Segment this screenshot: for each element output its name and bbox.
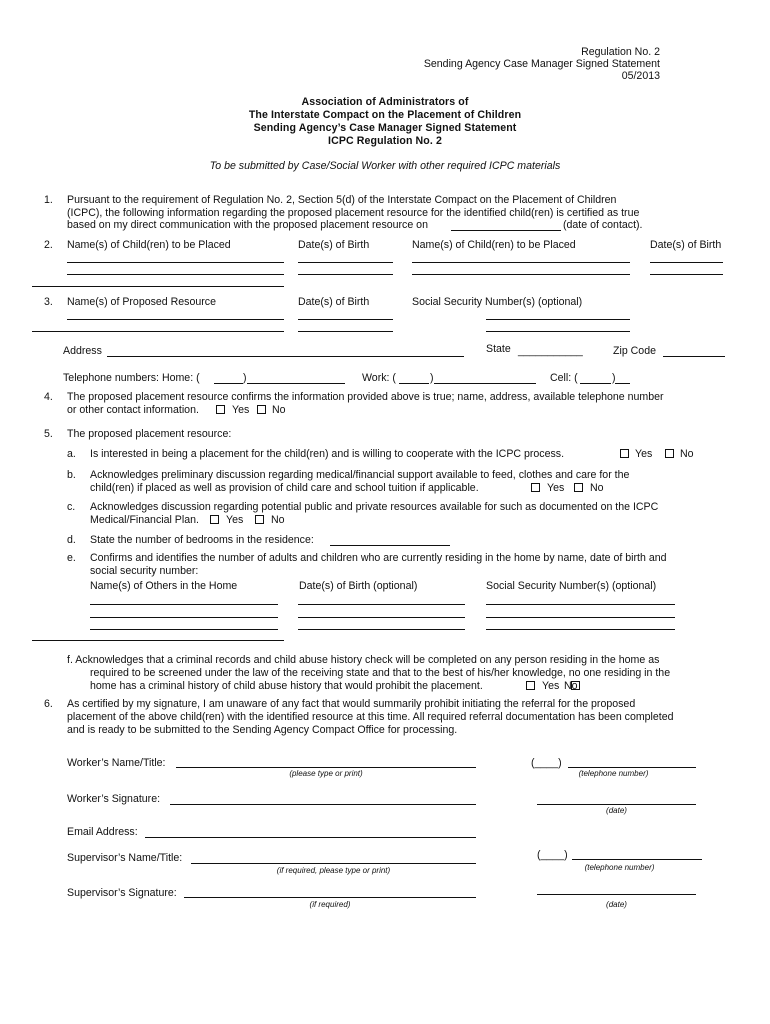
item-6-line-2: placement of the above child(ren) with the identified resource at this time. All required referral documentation has been completed [67, 711, 674, 723]
work-phone-paren: ) [430, 372, 434, 384]
bedrooms-field[interactable] [330, 545, 450, 546]
supervisor-name-caption: (if required, please type or print) [276, 866, 391, 875]
date-of-contact-field[interactable] [451, 230, 561, 231]
item-6-line-3: and is ready to be submitted to the Sending Agency Compact Office for processing. [67, 724, 458, 736]
item-1-number: 1. [44, 194, 53, 206]
item-5b-no-label: No [590, 482, 604, 494]
resource-ssn-field[interactable] [486, 331, 630, 332]
supervisor-signature-caption: (if required) [309, 900, 351, 909]
resource-name-field[interactable] [32, 331, 284, 332]
home-phone-label: Telephone numbers: Home: ( [63, 372, 200, 384]
item-3-col-resource-names: Name(s) of Proposed Resource [67, 296, 216, 308]
supervisor-signature-label: Supervisor’s Signature: [67, 887, 177, 899]
address-field[interactable] [107, 356, 464, 357]
email-label: Email Address: [67, 826, 138, 838]
item-1-line-3-end: (date of contact). [563, 219, 643, 231]
supervisor-name-field[interactable] [191, 863, 476, 864]
child-name-field[interactable] [67, 262, 284, 263]
supervisor-phone-field[interactable] [572, 859, 702, 860]
item-5f-line-1: f. Acknowledges that a criminal records and child abuse history check will be completed on any person residing in the home as [67, 654, 660, 666]
child-dob-field[interactable] [298, 274, 393, 275]
item-1-line-2: (ICPC), the following information regarding the proposed placement resource for the identified child(ren) is certified as true [67, 207, 640, 219]
other-ssn-field[interactable] [486, 629, 675, 630]
item-5f-no-label: No [564, 680, 578, 692]
cell-phone-paren: ) [612, 372, 616, 384]
worker-phone-caption: (telephone number) [578, 769, 649, 778]
other-dob-field[interactable] [298, 629, 465, 630]
child-name-field[interactable] [67, 274, 284, 275]
revision-date: 05/2013 [621, 70, 660, 82]
item-1-line-1: Pursuant to the requirement of Regulation No. 2, Section 5(d) of the Interstate Compact on the Placement of Children [67, 194, 617, 206]
child-name-field[interactable] [32, 286, 284, 287]
item-3-col-dob: Date(s) of Birth [298, 296, 370, 308]
item-5c-yes-label: Yes [226, 514, 244, 526]
item-6-line-1: As certified by my signature, I am unaware of any fact that would summarily prohibit initiating the referral for the proposed [67, 698, 636, 710]
child-dob-field[interactable] [650, 262, 723, 263]
email-field[interactable] [145, 837, 476, 838]
item-5e-col-ssn: Social Security Number(s) (optional) [486, 580, 657, 592]
item-3-col-ssn: Social Security Number(s) (optional) [412, 296, 583, 308]
title-line-1: Association of Administrators of [301, 96, 469, 108]
work-phone-area-field[interactable] [399, 383, 429, 384]
child-name-field[interactable] [412, 274, 630, 275]
title-line-3: Sending Agency’s Case Manager Signed Statement [253, 122, 517, 134]
zip-label: Zip Code [613, 345, 656, 357]
other-ssn-field[interactable] [486, 604, 675, 605]
item-5e-letter: e. [67, 552, 76, 564]
item-1-line-3-start: based on my direct communication with the proposed placement resource on [67, 219, 428, 231]
other-name-field[interactable] [32, 640, 284, 641]
item-5f-yes-label: Yes [542, 680, 560, 692]
item-5-intro: The proposed placement resource: [67, 428, 232, 440]
item-5f-yes-checkbox[interactable] [526, 681, 535, 690]
item-4-no-label: No [272, 404, 286, 416]
item-5a-no-checkbox[interactable] [665, 449, 674, 458]
item-4-number: 4. [44, 391, 53, 403]
other-ssn-field[interactable] [486, 617, 675, 618]
other-dob-field[interactable] [298, 617, 465, 618]
item-5a-yes-checkbox[interactable] [620, 449, 629, 458]
worker-signature-field[interactable] [170, 804, 476, 805]
worker-signature-label: Worker’s Signature: [67, 793, 161, 805]
cell-phone-area-field[interactable] [580, 383, 611, 384]
item-5b-letter: b. [67, 469, 76, 481]
zip-field[interactable] [663, 356, 725, 357]
item-5a-letter: a. [67, 448, 76, 460]
item-2-col-child-names-2: Name(s) of Child(ren) to be Placed [412, 239, 576, 251]
item-5a-text: Is interested in being a placement for the child(ren) and is willing to cooperate with the ICPC process. [90, 448, 565, 460]
item-5c-no-checkbox[interactable] [255, 515, 264, 524]
item-5d-letter: d. [67, 534, 76, 546]
supervisor-phone-caption: (telephone number) [584, 863, 655, 872]
item-5e-line-2: social security number: [90, 565, 199, 577]
subtitle: To be submitted by Case/Social Worker with other required ICPC materials [209, 160, 561, 172]
worker-date-caption: (date) [606, 806, 627, 815]
item-2-col-dob: Date(s) of Birth [298, 239, 370, 251]
address-label: Address [63, 345, 102, 357]
resource-name-field[interactable] [67, 319, 284, 320]
title-line-2: The Interstate Compact on the Placement of Children [248, 109, 522, 121]
supervisor-name-label: Supervisor’s Name/Title: [67, 852, 183, 864]
item-5c-no-label: No [271, 514, 285, 526]
item-4-no-checkbox[interactable] [257, 405, 266, 414]
worker-name-label: Worker’s Name/Title: [67, 757, 166, 769]
item-4-line-1: The proposed placement resource confirms the information provided above is true; name, address, available telephone number [67, 391, 664, 403]
item-5c-yes-checkbox[interactable] [210, 515, 219, 524]
item-3-number: 3. [44, 296, 53, 308]
regulation-number: Regulation No. 2 [581, 46, 660, 58]
worker-phone-field[interactable] [568, 767, 696, 768]
home-phone-field[interactable] [247, 383, 345, 384]
item-5b-yes-checkbox[interactable] [531, 483, 540, 492]
title-line-4: ICPC Regulation No. 2 [328, 135, 442, 147]
document-name: Sending Agency Case Manager Signed Statement [423, 58, 660, 70]
item-5c-letter: c. [67, 501, 76, 513]
other-dob-field[interactable] [298, 604, 465, 605]
work-phone-field[interactable] [434, 383, 536, 384]
item-5a-yes-label: Yes [635, 448, 653, 460]
item-4-yes-checkbox[interactable] [216, 405, 225, 414]
item-5f-line-3: home has a criminal history of child abuse history that would prohibit the placement. [90, 680, 483, 692]
item-5b-yes-label: Yes [547, 482, 565, 494]
item-5c-line-2: Medical/Financial Plan. [90, 514, 199, 526]
supervisor-phone-area[interactable]: (____) [537, 849, 568, 861]
item-5c-line-1: Acknowledges discussion regarding potential public and private resources available for such as documented on the ICPC [90, 501, 659, 513]
resource-dob-field[interactable] [298, 331, 393, 332]
resource-dob-field[interactable] [298, 319, 393, 320]
state-field[interactable]: ___________ [518, 345, 583, 357]
item-2-col-child-names: Name(s) of Child(ren) to be Placed [67, 239, 231, 251]
cell-phone-label: Cell: ( [550, 372, 578, 384]
item-5b-line-2: child(ren) if placed as well as provision of child care and school tuition if applicable. [90, 482, 479, 494]
item-5e-line-1: Confirms and identifies the number of adults and children who are currently residing in the home by name, date of birth and [90, 552, 667, 564]
resource-ssn-field[interactable] [486, 319, 630, 320]
state-label: State [486, 343, 511, 355]
child-name-field[interactable] [412, 262, 630, 263]
child-dob-field[interactable] [650, 274, 723, 275]
other-name-field[interactable] [90, 604, 278, 605]
worker-phone-area[interactable]: (____) [531, 757, 562, 769]
work-phone-label: Work: ( [362, 372, 396, 384]
item-5a-no-label: No [680, 448, 694, 460]
item-5e-col-names: Name(s) of Others in the Home [90, 580, 238, 592]
home-phone-area-field[interactable] [214, 383, 243, 384]
supervisor-date-caption: (date) [606, 900, 627, 909]
item-5f-line-2: required to be screened under the law of the receiving state and that to the best of his/her knowledge, no one residing in the [90, 667, 671, 679]
home-phone-paren: ) [243, 372, 247, 384]
item-5b-no-checkbox[interactable] [574, 483, 583, 492]
item-5b-line-1: Acknowledges preliminary discussion regarding medical/financial support available to feed, clothes and care for the [90, 469, 630, 481]
item-5d-text: State the number of bedrooms in the residence: [90, 534, 314, 546]
supervisor-signature-field[interactable] [184, 897, 476, 898]
other-name-field[interactable] [90, 617, 278, 618]
item-5-number: 5. [44, 428, 53, 440]
cell-phone-field[interactable] [615, 383, 630, 384]
worker-name-caption: (please type or print) [289, 769, 363, 778]
item-6-number: 6. [44, 698, 53, 710]
item-4-line-2: or other contact information. [67, 404, 199, 416]
supervisor-date-field[interactable] [537, 894, 696, 895]
other-name-field[interactable] [90, 629, 278, 630]
item-5e-col-dob: Date(s) of Birth (optional) [299, 580, 418, 592]
item-2-number: 2. [44, 239, 53, 251]
worker-date-field[interactable] [537, 804, 696, 805]
child-dob-field[interactable] [298, 262, 393, 263]
worker-name-field[interactable] [176, 767, 476, 768]
item-2-col-dob-2: Date(s) of Birth [650, 239, 722, 251]
item-4-yes-label: Yes [232, 404, 250, 416]
